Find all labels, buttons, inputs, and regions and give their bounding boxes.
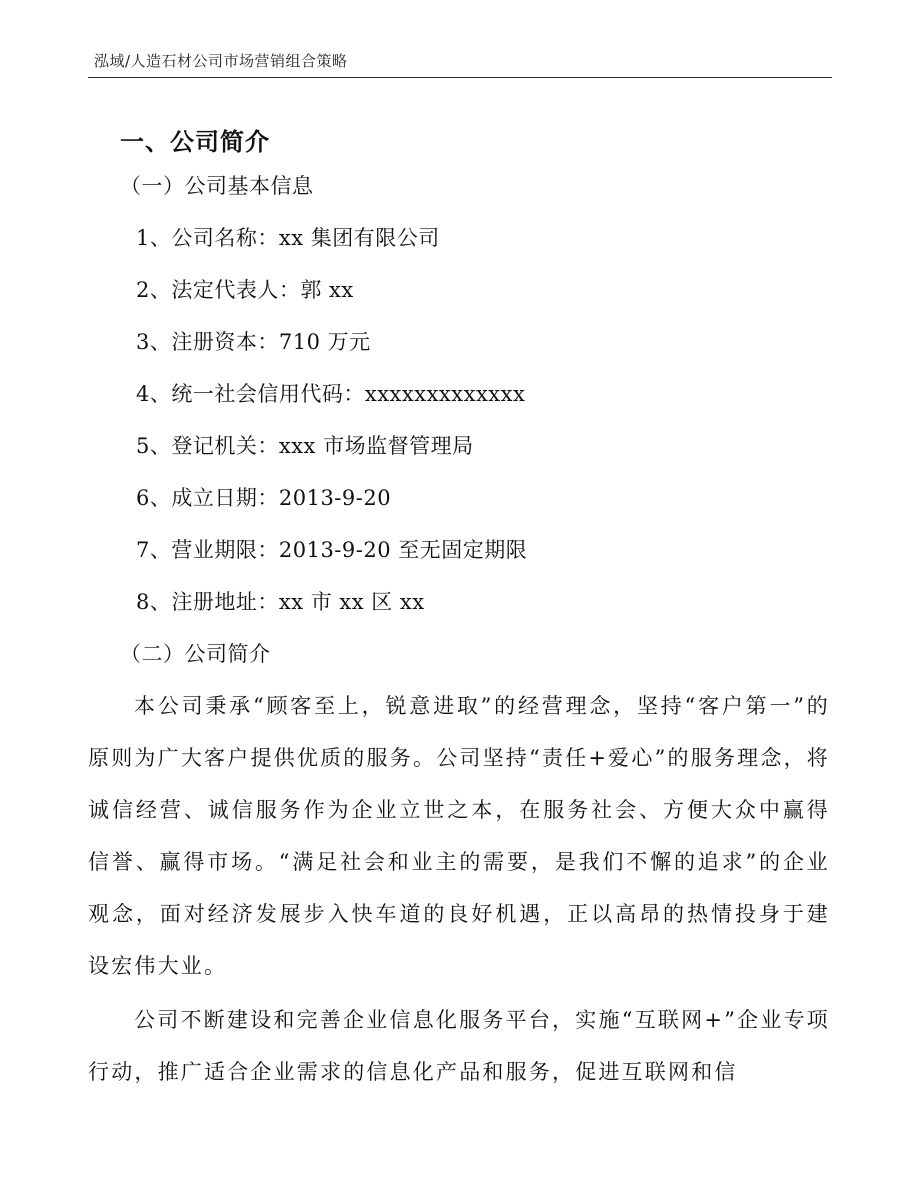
info-item-company-name: 1、公司名称：xx 集团有限公司 <box>136 226 440 250</box>
info-item-registered-address: 8、注册地址：xx 市 xx 区 xx <box>136 590 425 614</box>
info-item-credit-code: 4、统一社会信用代码：xxxxxxxxxxxxx <box>136 382 526 406</box>
running-header: 泓域/人造石材公司市场营销组合策略 <box>94 52 348 70</box>
intro-paragraph-1: 本公司秉承“顾客至上，锐意进取”的经营理念，坚持“客户第一”的原则为广大客户提供优质的服务。公司坚持“责任+爱心”的服务理念，将诚信经营、诚信服务作为企业立世之本，在服务社会、方便大众中赢得信誉、赢得市场。“满足社会和业主的需要，是我们不懈的追求”的企业观念，面对经济发展步入快车道的良好机遇，正以高昂的热情投身于建设宏伟大业。 <box>88 694 830 978</box>
header-divider <box>88 77 832 78</box>
basic-info-heading: （一）公司基本信息 <box>120 174 314 198</box>
info-item-registration-authority: 5、登记机关：xxx 市场监督管理局 <box>136 434 474 458</box>
info-item-establishment-date: 6、成立日期：2013-9-20 <box>136 486 392 510</box>
intro-heading: （二）公司简介 <box>120 642 271 666</box>
info-item-registered-capital: 3、注册资本：710 万元 <box>136 330 371 354</box>
info-item-business-term: 7、营业期限：2013-9-20 至无固定期限 <box>136 538 528 562</box>
intro-paragraph-2: 公司不断建设和完善企业信息化服务平台，实施“互联网+”企业专项行动，推广适合企业需求的信息化产品和服务，促进互联网和信 <box>88 1008 830 1084</box>
info-item-legal-representative: 2、法定代表人：郭 xx <box>136 278 354 302</box>
section-title: 一、公司简介 <box>120 128 270 156</box>
